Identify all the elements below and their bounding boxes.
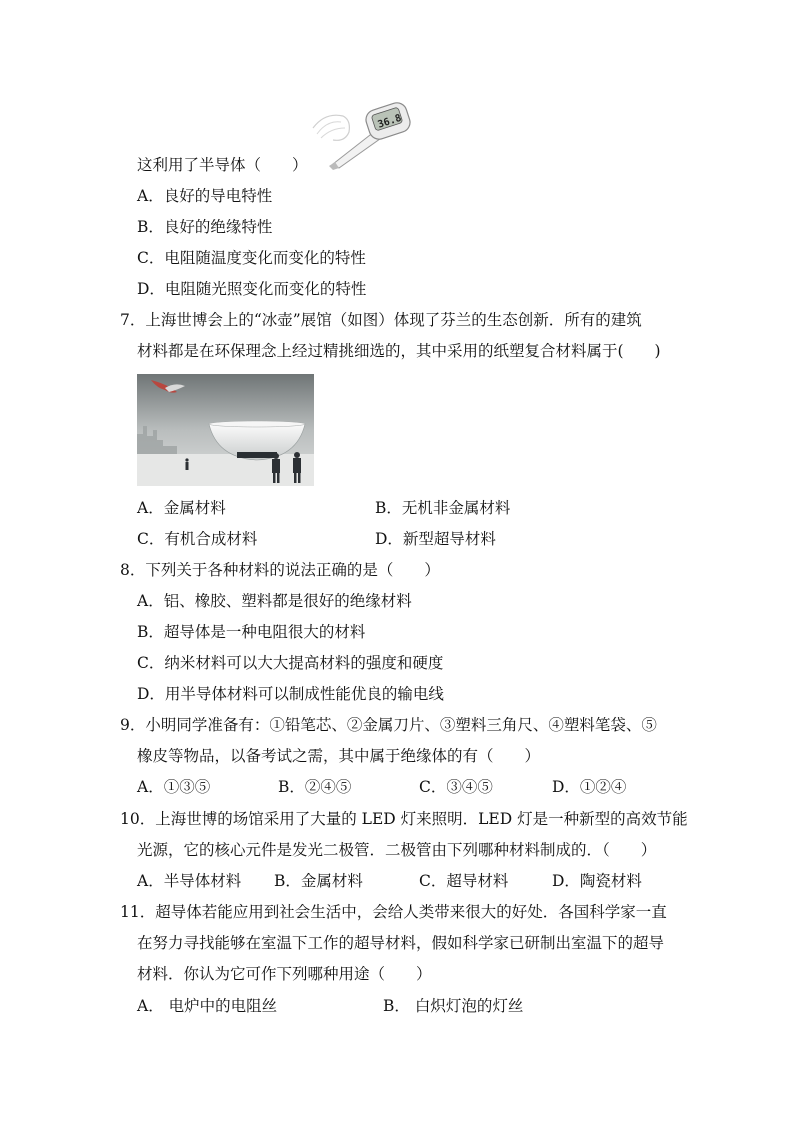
q6-option-c: C．电阻随温度变化而变化的特性 [137,249,366,267]
q9-option-c: C．③④⑤ [419,778,493,796]
q10-option-b: B．金属材料 [274,872,363,890]
ice-pot-pavilion-image [137,374,314,486]
q9-option-a: A．①③⑤ [137,778,211,796]
q6-option-b: B．良好的绝缘特性 [137,218,273,236]
q11-stem-line2: 在努力寻找能够在室温下工作的超导材料，假如科学家已研制出室温下的超导 [137,934,665,952]
q11-stem-line3: 材料．你认为它可作下列哪种用途（ ） [137,965,432,983]
q11-stem-line1: 11．超导体若能应用到社会生活中，会给人类带来很大的好处．各国科学家一直 [120,903,667,921]
q10-stem-line1: 10．上海世博的场馆采用了大量的 LED 灯来照明．LED 灯是一种新型的高效节能 [120,810,688,828]
q9-option-b: B．②④⑤ [278,778,352,796]
q8-option-c: C．纳米材料可以大大提高材料的强度和硬度 [137,654,444,672]
q9-stem-line1: 9．小明同学准备有：①铅笔芯、②金属刀片、③塑料三角尺、④塑料笔袋、⑤ [120,716,657,734]
q7-option-d: D．新型超导材料 [375,530,496,548]
q8-option-d: D．用半导体材料可以制成性能优良的输电线 [137,685,444,703]
thermometer-display: 36.8 [376,112,403,131]
q7-stem-line1: 7．上海世博会上的“冰壶”展馆（如图）体现了芬兰的生态创新．所有的建筑 [120,311,642,329]
q8-stem: 8．下列关于各种材料的说法正确的是（ ） [120,561,440,579]
q6-stem-end: 这利用了半导体（ ） [137,156,308,174]
q7-option-a: A．金属材料 [137,499,226,517]
thermometer-image [305,98,415,170]
q8-option-a: A．铝、橡胶、塑料都是很好的绝缘材料 [137,592,412,610]
q7-option-c: C．有机合成材料 [137,530,258,548]
q9-option-d: D．①②④ [552,778,627,796]
q6-option-d: D．电阻随光照变化而变化的特性 [137,280,367,298]
q6-option-a: A．良好的导电特性 [137,187,273,205]
q9-stem-line2: 橡皮等物品，以备考试之需，其中属于绝缘体的有（ ） [137,747,541,765]
q11-option-b: B． 白炽灯泡的灯丝 [383,997,524,1015]
q10-stem-line2: 光源，它的核心元件是发光二极管．二极管由下列哪种材料制成的．（ ） [137,841,657,859]
q10-option-d: D．陶瓷材料 [552,872,642,890]
q7-option-b: B．无机非金属材料 [375,499,511,517]
q10-option-c: C．超导材料 [419,872,509,890]
q10-option-a: A．半导体材料 [137,872,242,890]
q7-stem-line2: 材料都是在环保理念上经过精挑细选的，其中采用的纸塑复合材料属于( ) [137,342,661,360]
q8-option-b: B．超导体是一种电阻很大的材料 [137,623,366,641]
q11-option-a: A． 电炉中的电阻丝 [137,997,278,1015]
